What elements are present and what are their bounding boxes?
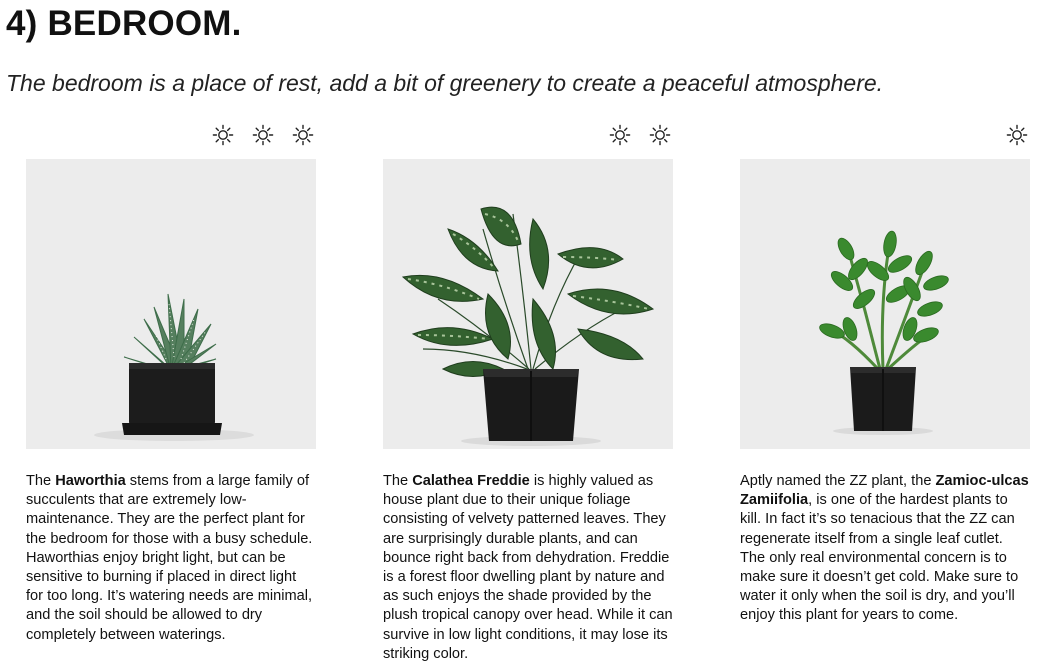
haworthia-image: [26, 159, 316, 449]
plant-photo-zz: [740, 159, 1030, 449]
plant-card-calathea: [383, 120, 673, 664]
plant-photo-calathea: [383, 159, 673, 449]
plant-description: The Haworthia stems from a large family of succulents that are extremely low-maintenance. They are the perfect plant for the bedroom for those with a busy schedule. Haworthias enjoy bright light, but can be sensitive to burning if placed in direct light for too long. It’s watering needs are minimal, and the soil should be allowed to dry completely between waterings.: [26, 473, 313, 643]
plant-description: Aptly named the ZZ plant, the Zamioc-ulcas Zamiifolia, is one of the hardest plants to kill. In fact it’s so tenacious that the ZZ can regenerate itself from a single leaf cutlet. The only real environmental concern is to make sure it doesn’t get cold. Make sure to water it only when the soil is dry, and you’ll enjoy this plant for years to come.: [740, 473, 1029, 624]
plant-name: Haworthia: [55, 473, 126, 489]
sun-rating: [26, 120, 316, 150]
plant-card-zz: [740, 120, 1030, 626]
sun-icon: [212, 124, 234, 146]
sun-icon: [649, 124, 671, 146]
sun-icon: [252, 124, 274, 146]
calathea-image: [383, 159, 673, 449]
sun-icon: [1006, 124, 1028, 146]
zz-plant-image: [740, 159, 1030, 449]
sun-rating: [383, 120, 673, 150]
page-title: 4) BEDROOM.: [6, 4, 242, 43]
page-subtitle: The bedroom is a place of rest, add a bit of greenery to create a peaceful atmosphere.: [6, 70, 884, 96]
plant-name: Zamioc-ulcas Zamiifolia: [740, 473, 1029, 509]
plant-photo-haworthia: [26, 159, 316, 449]
plant-description: The Calathea Freddie is highly valued as house plant due to their unique foliage consisting of velvety patterned leaves. They are surprisingly durable plants, and can bounce right back from dehydration. Freddie is a forest floor dwelling plant by nature and as such enjoys the shade provided by the plush tropical canopy over head. While it can survive in low light conditions, it may lose its striking color.: [383, 473, 673, 662]
plant-name: Calathea Freddie: [412, 473, 530, 489]
sun-icon: [609, 124, 631, 146]
sun-icon: [292, 124, 314, 146]
sun-rating: [740, 120, 1030, 150]
plant-card-haworthia: [26, 120, 316, 645]
